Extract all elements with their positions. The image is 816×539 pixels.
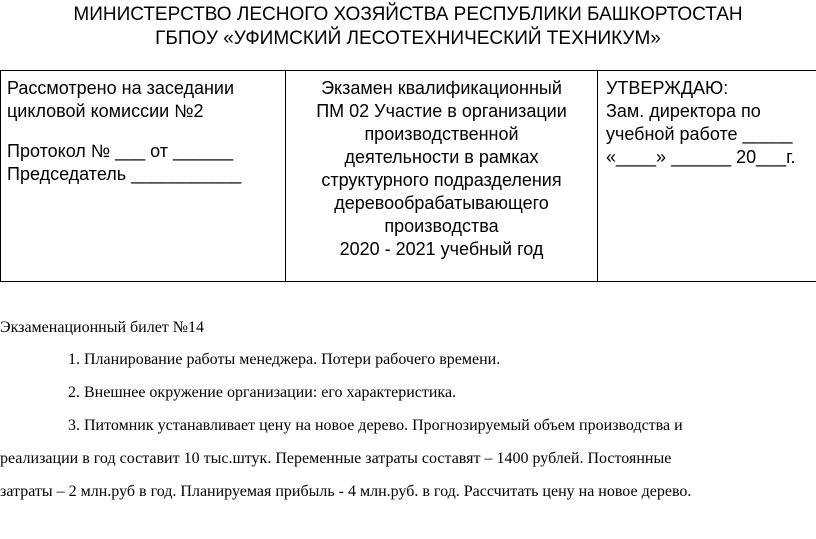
deputy-line: Зам. директора по [606, 101, 761, 121]
academic-year: 2020 - 2021 учебный год [339, 239, 544, 259]
commission-cell [1, 71, 286, 281]
protocol-line: Протокол № ___ от ______ [7, 141, 234, 161]
exam-line-4: деятельности в рамках [344, 147, 539, 167]
question-1: 1. Планирование работы менеджера. Потери рабочего времени. [68, 351, 501, 368]
exam-line-7: производства [384, 216, 499, 236]
approve-heading: УТВЕРЖДАЮ: [606, 78, 729, 98]
commission-gap [7, 123, 285, 140]
school-heading: ГБПОУ «УФИМСКИЙ ЛЕСОТЕХНИЧЕСКИЙ ТЕХНИКУМ» [155, 28, 661, 49]
question-3-line-2: реализации в год составит 10 тыс.штук. Переменные затраты составят – 1400 рублей. Постоянные [0, 450, 672, 467]
question-2: 2. Внешнее окружение организации: его характеристика. [68, 384, 457, 401]
exam-line-1: Экзамен квалификационный [321, 78, 562, 98]
question-3-line-3: затраты – 2 млн.руб в год. Планируемая прибыль - 4 млн.руб. в год. Рассчитать цену на новое дерево. [0, 483, 692, 500]
academic-work-line: учебной работе _____ [606, 124, 793, 144]
exam-line-3: производственной [364, 124, 519, 144]
ministry-heading: МИНИСТЕРСТВО ЛЕСНОГО ХОЗЯЙСТВА РЕСПУБЛИКИ БАШКОРТОСТАН [73, 4, 743, 25]
chairman-line: Председатель ___________ [7, 164, 242, 184]
commission-line-1: Рассмотрено на заседании [7, 78, 235, 98]
exam-line-2: ПМ 02 Участие в организации [316, 101, 567, 121]
exam-cell [286, 71, 598, 281]
approval-table [0, 70, 816, 282]
date-line: «____» ______ 20___г. [606, 147, 796, 167]
commission-line-2: цикловой комиссии №2 [7, 101, 204, 121]
approval-cell [598, 71, 816, 281]
question-3-line-1: 3. Питомник устанавливает цену на новое дерево. Прогнозируемый объем производства и [68, 417, 683, 434]
ticket-title: Экзаменационный билет №14 [0, 319, 205, 336]
exam-line-6: деревообрабатывающего [334, 193, 549, 213]
exam-line-5: структурного подразделения [321, 170, 562, 190]
